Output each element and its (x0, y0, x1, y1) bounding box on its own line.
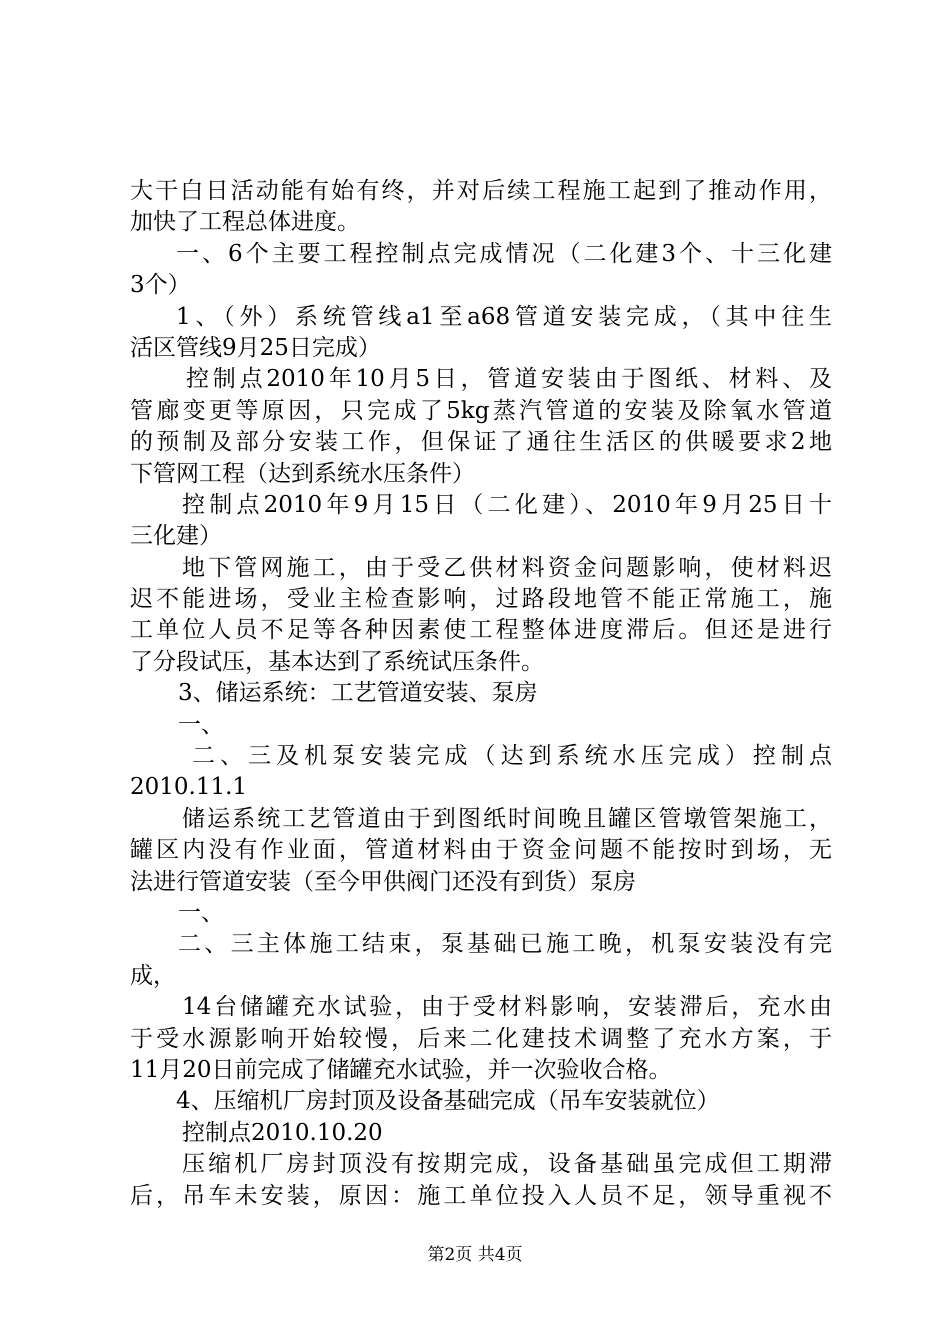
text-line: 后，吊车未安装，原因：施工单位投入人员不足，领导重视不 (130, 1182, 832, 1209)
text-line: 控制点2010年9月15日（二化建）、2010年9月25日十 (182, 491, 832, 518)
text-line: 法进行管道安装（至今甲供阀门还没有到货）泵房 (130, 868, 636, 895)
document-body (130, 176, 832, 1212)
text-line: 迟不能进场，受业主检查影响，过路段地管不能正常施工，施 (130, 586, 832, 613)
page-footer (0, 1245, 950, 1265)
text-line: 压缩机厂房封顶没有按期完成，设备基础虽完成但工期滞 (182, 1151, 832, 1178)
text-line: 1、（外）系统管线a1至a68管道安装完成，（其中往生 (176, 303, 832, 330)
text-line: 14台储罐充水试验，由于受材料影响，安装滞后，充水由 (182, 994, 832, 1021)
text-line: 了分段试压，基本达到了系统试压条件。 (130, 648, 544, 675)
text-line: 罐区内没有作业面，管道材料由于资金问题不能按时到场，无 (130, 837, 832, 864)
text-line: 储运系统工艺管道由于到图纸时间晚且罐区管墩管架施工， (182, 805, 832, 832)
text-line: 下管网工程（达到系统水压条件） (130, 460, 475, 487)
text-line: 一、 (178, 899, 224, 926)
text-line: 大干白日活动能有始有终，并对后续工程施工起到了推动作用， (130, 178, 832, 204)
text-line: 控制点2010年10月5日，管道安装由于图纸、材料、及 (186, 366, 832, 393)
text-line: 地下管网施工，由于受乙供材料资金问题影响，使材料迟 (182, 554, 832, 581)
text-line: 的预制及部分安装工作，但保证了通往生活区的供暖要求2地 (130, 429, 832, 456)
text-line: 一、 (178, 711, 224, 738)
page-number-label: 第2页 共4页 (427, 1245, 523, 1265)
text-line: 管廊变更等原因，只完成了5kg蒸汽管道的安装及除氧水管道 (130, 397, 832, 424)
text-line: 活区管线9月25日完成） (130, 334, 381, 361)
text-line: 二、三主体施工结束，泵基础已施工晚，机泵安装没有完 (178, 931, 832, 958)
text-line: 控制点2010.10.20 (182, 1119, 383, 1146)
text-line: 二、三及机泵安装完成（达到系统水压完成）控制点 (192, 743, 832, 770)
text-line: 成， (130, 962, 176, 989)
text-line: 三化建） (130, 523, 222, 550)
text-line: 加快了工程总体进度。 (130, 209, 360, 236)
text-line: 11月20日前完成了储罐充水试验，并一次验收合格。 (130, 1056, 672, 1083)
text-line: 4、压缩机厂房封顶及设备基础完成（吊车安装就位） (176, 1088, 720, 1115)
text-line: 2010.11.1 (130, 774, 248, 801)
text-line: 一、6个主要工程控制点完成情况（二化建3个、十三化建 (176, 240, 832, 267)
text-line: 工单位人员不足等各种因素使工程整体进度滞后。但还是进行 (130, 617, 832, 644)
text-line: 于受水源影响开始较慢，后来二化建技术调整了充水方案，于 (130, 1025, 832, 1052)
text-line: 3、储运系统：工艺管道安装、泵房 (178, 680, 538, 707)
text-line: 3个） (130, 272, 191, 299)
